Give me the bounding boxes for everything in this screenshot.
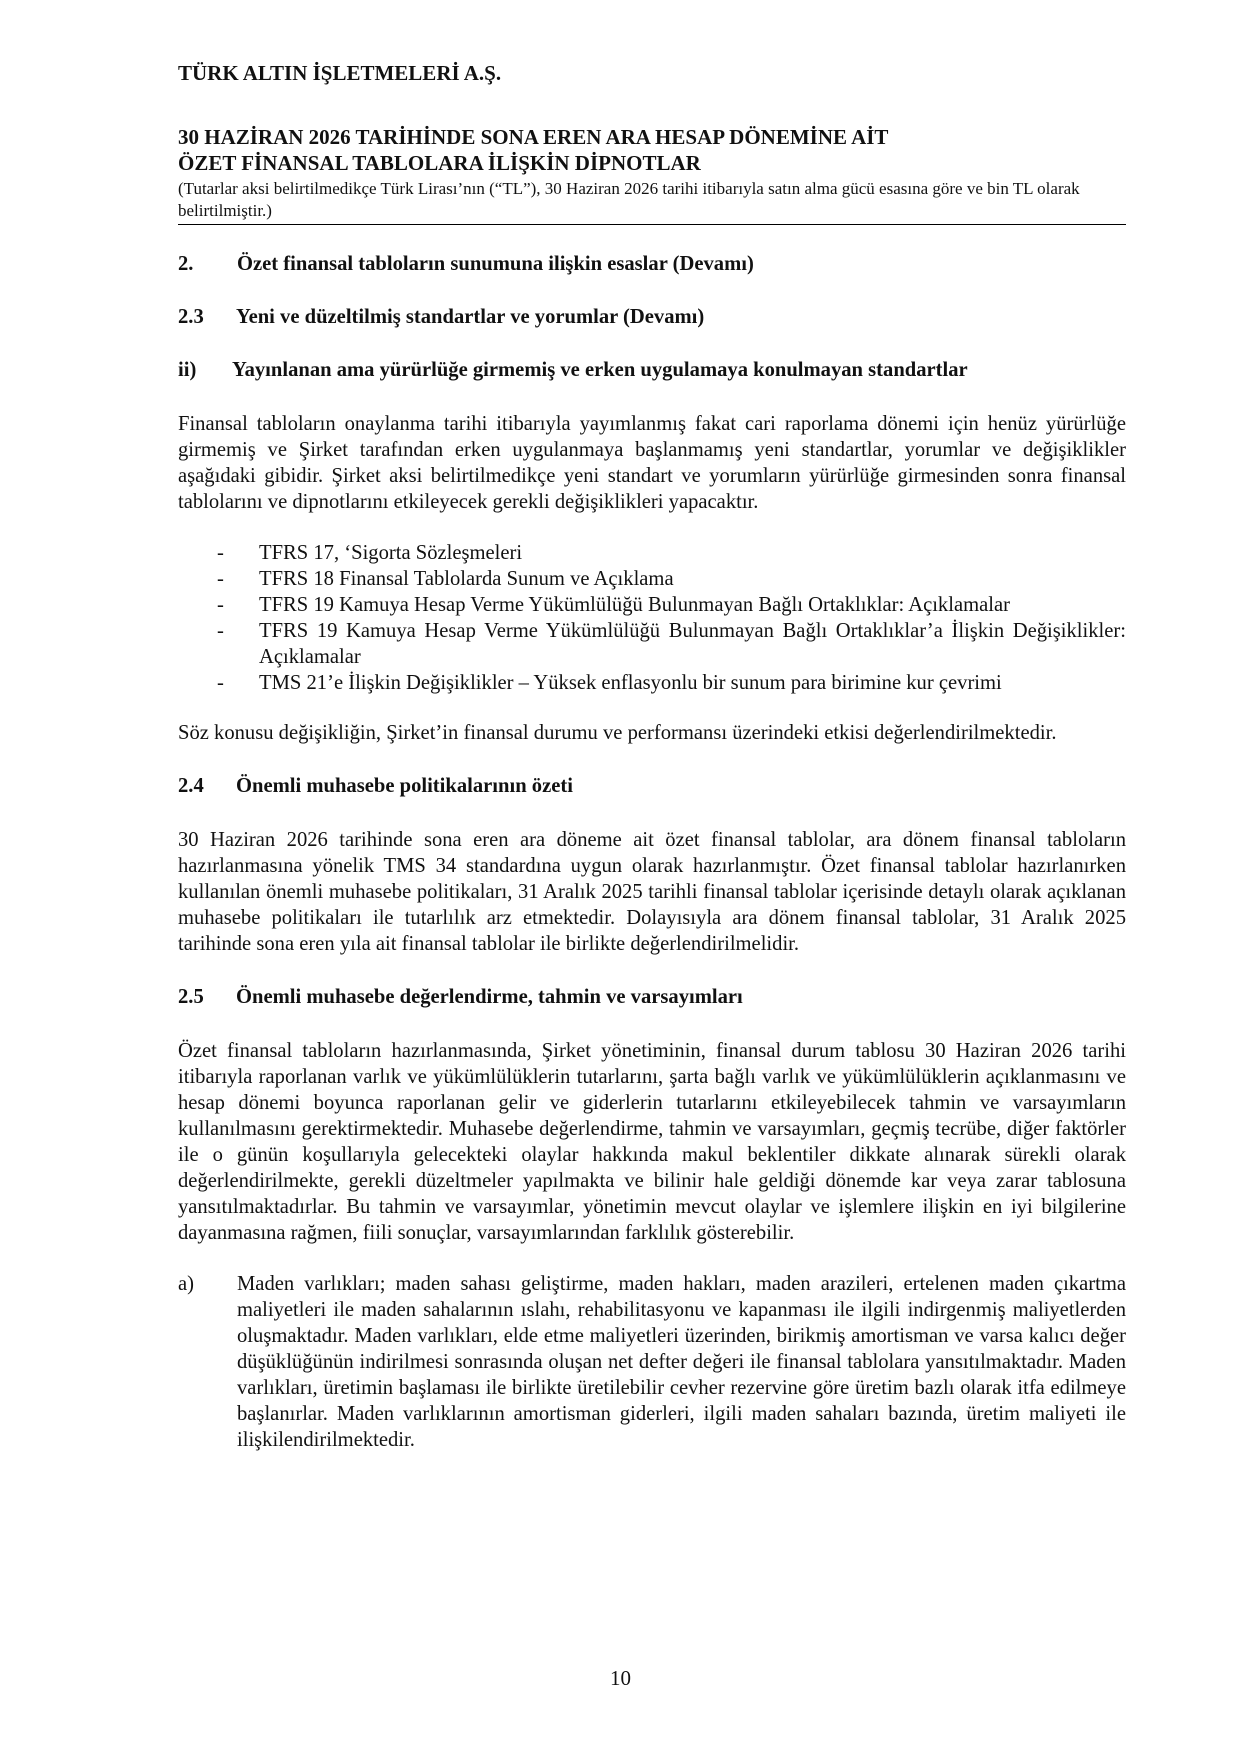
section-number: 2. (178, 253, 194, 275)
section-number: 2.4 (178, 775, 204, 797)
assessment-paragraph: Söz konusu değişikliğin, Şirket’in finansal durumu ve performansı üzerindeki etkisi değerlendirilmektedir. (178, 722, 1057, 744)
section-2-4-heading (178, 773, 1126, 799)
document-page (178, 60, 1126, 1453)
estimates-paragraph: Özet finansal tabloların hazırlanmasında, Şirket yönetiminin, finansal durum tablosu 30 Haziran 2026 tarihi itibarıyla raporlanan varlık ve yükümlülüklerin tutarlarını, şarta bağlı varlık ve yükümlülüklerin açıklanmasını ve hesap dönemi boyunca raporlanan gelir ve giderlerin tutarlarını etkileyebilecek tahmin ve varsayımların kullanılmasını gerektirmektedir. Muhasebe değerlendirme, tahmin ve varsayımları, geçmiş tecrübe, diğer faktörler ile o günün koşullarıyla gelecekteki olaylar hakkında makul beklentiler dikkate alınarak sürekli olarak değerlendirilmekte, gerekli düzeltmeler yapılmakta ve bilinir hale geldiği dönemde kar veya zarar tablosuna yansıtılmaktadırlar. Bu tahmin ve varsayımlar, yönetimin mevcut olaylar ve işlemlere ilişkin en iyi bilgilerine dayanmasına rağmen, fiili sonuçlar, varsayımlarından farklılık gösterebilir. (178, 1040, 1126, 1244)
section-2-heading (178, 251, 1126, 277)
currency-note: (Tutarlar aksi belirtilmedikçe Türk Lirası’nın (“TL”), 30 Haziran 2026 tarihi itibarıyla satın alma gücü esasına göre ve bin TL olarak belirtilmiştir.) (178, 179, 1080, 220)
list-item (178, 670, 1126, 696)
mining-assets-item (178, 1271, 1126, 1453)
list-item (178, 592, 1126, 618)
section-title: Özet finansal tabloların sunumuna ilişkin esaslar (Devamı) (237, 253, 754, 275)
section-2-5-heading (178, 984, 1126, 1010)
section-number: 2.3 (178, 306, 204, 328)
section-title: Yeni ve düzeltilmiş standartlar ve yorumlar (Devamı) (236, 306, 705, 328)
page-number: 10 (610, 1666, 631, 1690)
standards-list (178, 540, 1126, 696)
report-title (178, 124, 1126, 176)
item-label: a) (178, 1273, 194, 1295)
standards-intro-paragraph: Finansal tabloların onaylanma tarihi itibarıyla yayımlanmış fakat cari raporlama dönemi için henüz yürürlüğe girmemiş ve Şirket tarafından erken uygulanmaya başlanmamış yeni standartlar, yorumlar ve değişiklikler aşağıdaki gibidir. Şirket aksi belirtilmedikçe yeni standart ve yorumların yürürlüğe girmesinden sonra finansal tablolarını ve dipnotlarını etkileyecek gerekli değişiklikleri yapacaktır. (178, 413, 1126, 513)
section-number: ii) (178, 359, 197, 381)
dash-bullet: - (217, 672, 224, 694)
list-item (178, 618, 1126, 670)
dash-bullet: - (217, 620, 224, 642)
section-number: 2.5 (178, 986, 204, 1008)
accounting-policies-paragraph: 30 Haziran 2026 tarihinde sona eren ara döneme ait özet finansal tablolar, ara dönem finansal tabloların hazırlanmasına yönelik TMS 34 standardına uygun olarak hazırlanmıştır. Özet finansal tablolar hazırlanırken kullanılan önemli muhasebe politikaları, 31 Aralık 2025 tarihli finansal tablolar içerisinde detaylı olarak açıklanan muhasebe politikaları ile tutarlılık arz etmektedir. Dolayısıyla ara dönem finansal tablolar, 31 Aralık 2025 tarihinde sona eren yıla ait finansal tablolar ile birlikte değerlendirilmelidir. (178, 829, 1126, 955)
list-item-text: TFRS 17, ‘Sigorta Sözleşmeleri (259, 542, 523, 564)
report-title-line1: 30 HAZİRAN 2026 TARİHİNDE SONA EREN ARA HESAP DÖNEMİNE AİT (178, 125, 889, 149)
section-ii-heading (178, 357, 1126, 383)
dash-bullet: - (217, 568, 224, 590)
section-title: Önemli muhasebe politikalarının özeti (236, 775, 573, 797)
list-item (178, 566, 1126, 592)
section-2-3-heading (178, 304, 1126, 330)
header-divider (178, 224, 1126, 225)
item-text: Maden varlıkları; maden sahası geliştirme, maden hakları, maden arazileri, ertelenen maden çıkartma maliyetleri ile maden sahalarının ıslahı, rehabilitasyonu ve kapanması ile ilgili indirgenmiş maliyetlerden oluşmaktadır. Maden varlıkları, elde etme maliyetleri üzerinden, birikmiş amortisman ve varsa kalıcı değer düşüklüğünün indirilmesi sonrasında oluşan net defter değeri ile finansal tablolara yansıtılmaktadır. Maden varlıkları, üretimin başlaması ile birlikte üretilebilir cevher rezervine göre üretim bazlı olarak itfa edilmeye başlanırlar. Maden varlıklarının amortisman giderleri, ilgili maden sahaları bazında, üretim maliyeti ile ilişkilendirilmektedir. (237, 1273, 1126, 1451)
list-item-text: TFRS 19 Kamuya Hesap Verme Yükümlülüğü Bulunmayan Bağlı Ortaklıklar’a İlişkin Değişiklikler: Açıklamalar (259, 620, 1126, 668)
dash-bullet: - (217, 542, 224, 564)
report-title-line2: ÖZET FİNANSAL TABLOLARA İLİŞKİN DİPNOTLAR (178, 151, 701, 175)
list-item (178, 540, 1126, 566)
section-title: Önemli muhasebe değerlendirme, tahmin ve varsayımları (236, 986, 743, 1008)
section-title: Yayınlanan ama yürürlüğe girmemiş ve erken uygulamaya konulmayan standartlar (232, 359, 968, 381)
list-item-text: TFRS 18 Finansal Tablolarda Sunum ve Açıklama (259, 568, 674, 590)
list-item-text: TFRS 19 Kamuya Hesap Verme Yükümlülüğü Bulunmayan Bağlı Ortaklıklar: Açıklamalar (259, 594, 1010, 616)
list-item-text: TMS 21’e İlişkin Değişiklikler – Yüksek enflasyonlu bir sunum para birimine kur çevrimi (259, 672, 1002, 694)
company-name: TÜRK ALTIN İŞLETMELERİ A.Ş. (178, 61, 502, 85)
dash-bullet: - (217, 594, 224, 616)
